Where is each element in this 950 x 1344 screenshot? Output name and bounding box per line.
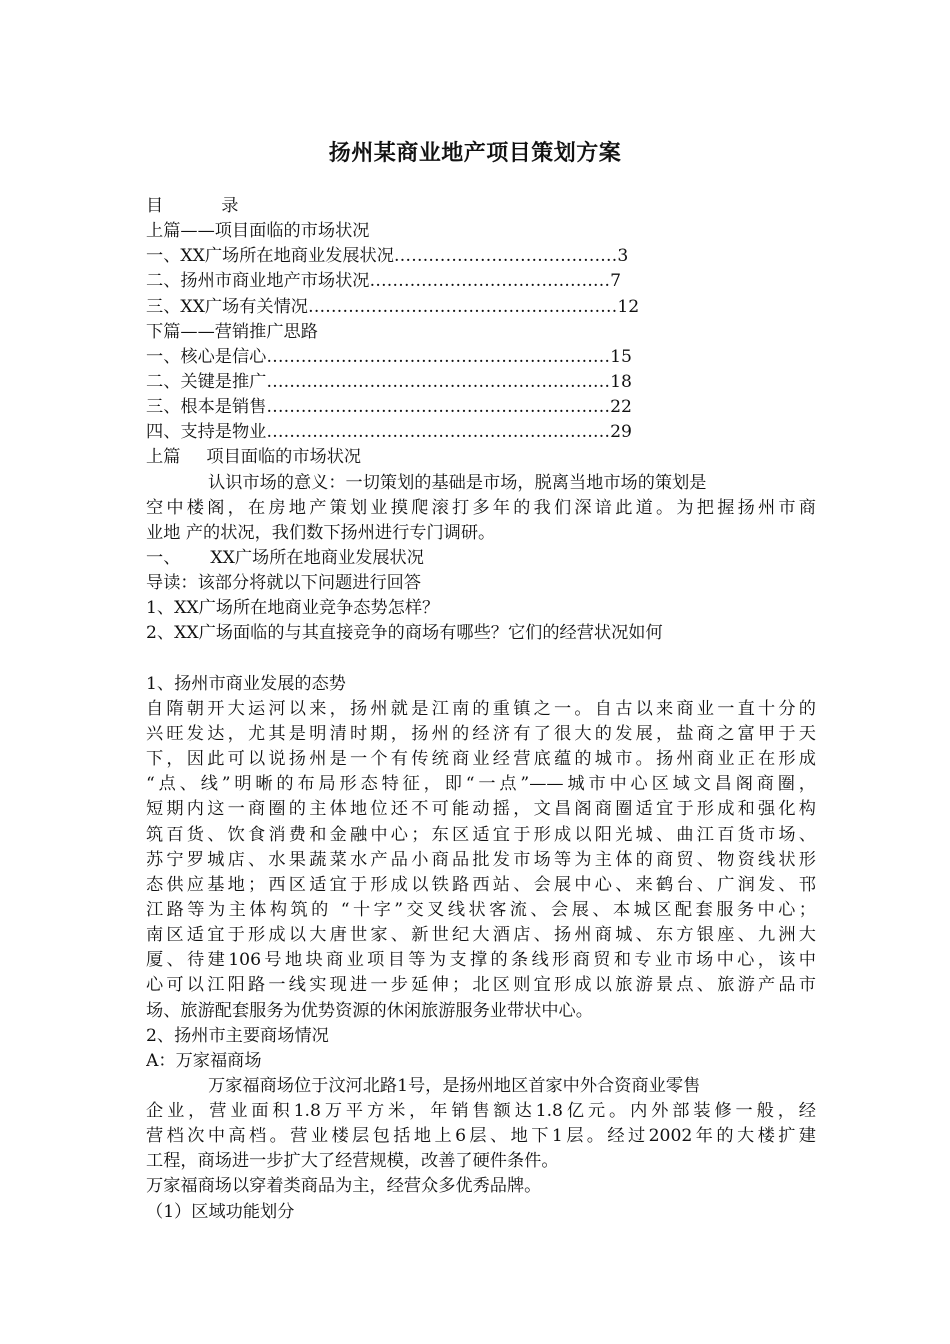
toc-entry: 二、扬州市商业地产市场状况……………………………………7 — [146, 271, 621, 292]
paragraph-line: 南区适宜于形成以大唐世家、新世纪大酒店、扬州商城、东方银座、九洲大 — [146, 925, 816, 946]
subsection2-title: 2、扬州市主要商场情况 — [146, 1025, 329, 1046]
store-a-title: A：万家福商场 — [146, 1050, 262, 1071]
paragraph-line: “点、线”明晰的布局形态特征，即“一点”——城市中心区域文昌阁商圈， — [146, 774, 816, 795]
paragraph-line: 态供应基地；西区适宜于形成以铁路西站、会展中心、来鹤台、广润发、邗 — [146, 874, 816, 895]
paragraph-line: 心可以江阳路一线实现进一步延伸；北区则宜形成以旅游景点、旅游产品市 — [146, 975, 816, 996]
toc-part1-heading: 上篇——项目面临的市场状况 — [146, 221, 370, 242]
guide-text: 导读：该部分将就以下问题进行回答 — [146, 573, 422, 594]
store-a-paragraph-line: 万家福商场位于汶河北路1号，是扬州地区首家中外合资商业零售 — [208, 1075, 701, 1096]
toc-entry: 一、XX广场所在地商业发展状况…………………………………3 — [146, 246, 629, 267]
subsection1-title: 1、扬州市商业发展的态势 — [146, 673, 346, 694]
question-1: 1、XX广场所在地商业竞争态势怎样？ — [146, 598, 440, 619]
toc-entry: 一、核心是信心……………………………………………………15 — [146, 346, 632, 367]
part1-heading — [146, 445, 816, 470]
question-2: 2、XX广场面临的与其直接竞争的商场有哪些？它们的经营状况如何 — [146, 623, 663, 644]
store-a-paragraph-line: 营档次中高档。营业楼层包括地上6层、地下1层。经过2002年的大楼扩建 — [146, 1126, 816, 1147]
blank-line — [146, 647, 816, 672]
paragraph-line: 下，因此可以说扬州是一个有传统商业经营底蕴的城市。扬州商业正在形成 — [146, 749, 816, 770]
intro-paragraph-line: 业地 产的状况，我们数下扬州进行专门调研。 — [146, 522, 496, 543]
store-a-subheading: （1）区域功能划分 — [146, 1201, 295, 1222]
toc-heading — [146, 194, 816, 219]
intro-paragraph-line: 空中楼阁，在房地产策划业摸爬滚打多年的我们深谙此道。为把握扬州市商 — [146, 497, 816, 518]
section1-heading — [146, 546, 816, 571]
toc-heading-left: 目 — [146, 196, 164, 216]
part1-heading-title: 项目面临的市场状况 — [206, 447, 362, 468]
part1-heading-label: 上篇 — [146, 447, 181, 468]
section1-title: XX广场所在地商业发展状况 — [210, 547, 424, 568]
paragraph-line: 短期内这一商圈的主体地位还不可能动摇，文昌阁商圈适宜于形成和强化构 — [146, 799, 816, 820]
toc-part2-heading: 下篇——营销推广思路 — [146, 321, 318, 342]
paragraph-line: 江路等为主体构筑的 “十字”交叉线状客流、会展、本城区配套服务中心； — [146, 899, 816, 920]
toc-entry: 二、关键是推广……………………………………………………18 — [146, 371, 632, 392]
paragraph-line: 自隋朝开大运河以来，扬州就是江南的重镇之一。自古以来商业一直十分的 — [146, 698, 816, 719]
paragraph-line: 场、旅游配套服务为优势资源的休闲旅游服务业带状中心。 — [146, 1000, 593, 1021]
toc-entry: 三、根本是销售……………………………………………………22 — [146, 397, 632, 418]
paragraph-line: 筑百货、饮食消费和金融中心；东区适宜于形成以阳光城、曲江百货市场、 — [146, 824, 816, 845]
store-a-summary: 万家福商场以穿着类商品为主，经营众多优秀品牌。 — [146, 1176, 542, 1197]
paragraph-line: 苏宁罗城店、水果蔬菜水产品小商品批发市场等为主体的商贸、物资线状形 — [146, 849, 816, 870]
store-a-paragraph-line: 企业，营业面积1.8万平方米，年销售额达1.8亿元。内外部装修一般，经 — [146, 1101, 816, 1122]
store-a-paragraph-line: 工程，商场进一步扩大了经营规模，改善了硬件条件。 — [146, 1151, 559, 1172]
toc-heading-right: 录 — [221, 196, 239, 216]
toc-entry: 四、支持是物业……………………………………………………29 — [146, 422, 632, 443]
section1-number: 一、 — [146, 547, 181, 568]
document-body — [146, 194, 816, 1225]
paragraph-line: 厦、待建106号地块商业项目等为支撑的条线形商贸和专业市场中心，该中 — [146, 950, 816, 971]
paragraph-line: 兴旺发达，尤其是明清时期，扬州的经济有了很大的发展，盐商之富甲于天 — [146, 723, 816, 744]
intro-paragraph-line: 认识市场的意义：一切策划的基础是市场，脱离当地市场的策划是 — [208, 472, 707, 493]
toc-entry: 三、XX广场有关情况………………………………………………12 — [146, 296, 640, 317]
document-title: 扬州某商业地产项目策划方案 — [328, 140, 622, 166]
